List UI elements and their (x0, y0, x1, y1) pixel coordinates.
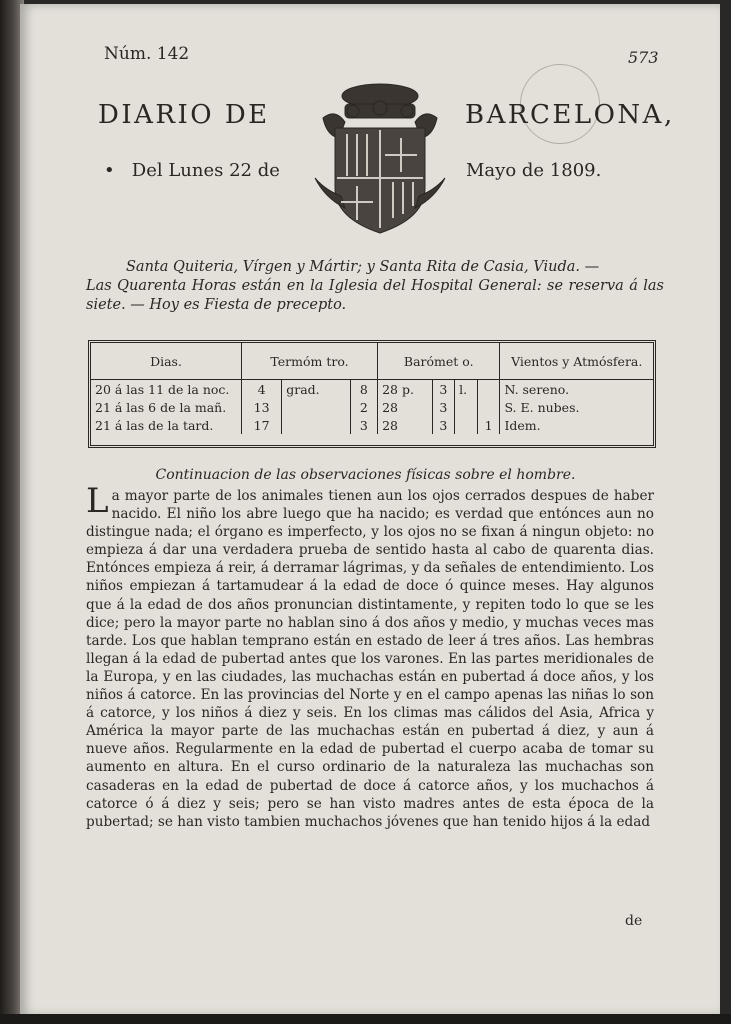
cell-temp: 4 (242, 380, 282, 399)
date-right: Mayo de 1809. (466, 160, 602, 181)
cell-winds: Idem. (504, 417, 541, 433)
cell-temp-unit (282, 416, 350, 434)
cell-temp-frac: 8 (350, 380, 377, 399)
cell-temp: 17 (242, 416, 282, 434)
cell-temp-frac: 2 (350, 398, 377, 416)
cell-baro-inches: 28 (378, 416, 432, 434)
saints-notice: Las Quarenta Horas están en la Iglesia del Hospital General: se reserva á las siete. — Hoy es Fiesta de precepto. (86, 278, 664, 313)
cell-temp: 13 (242, 398, 282, 416)
table-row (91, 380, 653, 399)
saints-of-the-day (86, 258, 664, 315)
cell-day: 20 á las 11 de la noc. (91, 380, 242, 399)
catchword: de (625, 913, 643, 929)
article-title: Continuacion de las observaciones físicas sobre el hombre. (155, 467, 576, 483)
cell-baro-frac (477, 398, 500, 416)
cell-temp-frac: 3 (350, 416, 377, 434)
drop-cap: L (86, 481, 109, 521)
cell-winds: S. E. nubes. (504, 399, 580, 415)
cell-winds: N. sereno. (504, 381, 570, 397)
cell-baro-inches: 28 p. (378, 380, 432, 399)
cell-baro-lines: 3 (432, 398, 455, 416)
cell-day: 21 á las 6 de la mañ. (91, 398, 242, 416)
cell-baro-lines: 3 (432, 416, 455, 434)
cell-day: 21 á las de la tard. (91, 416, 242, 434)
cell-baro-frac (477, 380, 500, 399)
table-row (91, 416, 653, 434)
cell-baro-lines: 3 (432, 380, 455, 399)
cell-baro-unit (455, 398, 478, 416)
col-header-winds: Vientos y Atmósfera. (500, 343, 653, 380)
cell-temp-unit (282, 398, 350, 416)
page-number: 573 (628, 48, 659, 67)
cell-baro-unit (455, 416, 478, 434)
scan-bottom-edge (0, 1014, 731, 1024)
saints-line: Santa Quiteria, Vírgen y Mártir; y Santa Rita de Casia, Viuda. — (126, 259, 600, 275)
issue-number: Núm. 142 (104, 44, 190, 64)
col-header-barometer: Barómet o. (378, 343, 500, 380)
cell-baro-frac: 1 (477, 416, 500, 434)
article-body (86, 481, 654, 831)
article-text: a mayor parte de los animales tienen aun los ojos cerrados despues de haber nacido. El niño los abre luego que ha nacido; es verdad que entónces aun no distingue nada; el órgano es imperfecto, y los ojos no se fixan á ningun objeto: no empieza á dar una verdadera prueba de sentido hasta al cabo de quarenta dias. Entónces empieza á reir, á derramar lágrimas, y da señales de entendimiento. Los niños empiezan á tartamudear á la edad de doce ó quince meses. Hay algunos que á la edad de dos años pronuncian distintamente, y repiten todo lo que se les dice; pero la mayor parte no hablan sino á dos años y medio, y muchas veces mas tarde. Los que hablan temprano están en estado de leer á tres años. Las hembras llegan á la edad de pubertad antes que los varones. En las partes meridionales de la Europa, y en las ciudades, las muchachas están en pubertad á doce años, y los niños á catorce. En las provincias del Norte y en el campo apenas las niñas lo son á catorce, y los niños á diez y seis. En los climas mas cálidos del Asia, Africa y América la mayor parte de las muchachas están en pubertad á diez, y aun á nueve años. Regularmente en la edad de pubertad el cuerpo acaba de tomar su aumento en altura. En el curso ordinario de la naturaleza las muchachas son casaderas en la edad de pubertad de doce á catorce años, y los muchachos á catorce ó á diez y seis; pero se han visto madres antes de esta época de la pubertad; se han visto tambien muchachos jóvenes que han tenido hijos á la edad (86, 488, 654, 830)
cell-temp-unit: grad. (282, 380, 350, 399)
cell-baro-unit: l. (455, 380, 478, 399)
col-header-days: Dias. (91, 343, 242, 380)
masthead-title-right: BARCELONA, (465, 100, 675, 130)
table-row (91, 398, 653, 416)
cell-baro-inches: 28 (378, 398, 432, 416)
masthead-title-left: DIARIO DE (98, 100, 270, 130)
date-left: • Del Lunes 22 de (104, 160, 280, 181)
col-header-thermometer: Termóm tro. (242, 343, 378, 380)
coat-of-arms-icon (305, 78, 455, 238)
weather-table (88, 340, 656, 448)
